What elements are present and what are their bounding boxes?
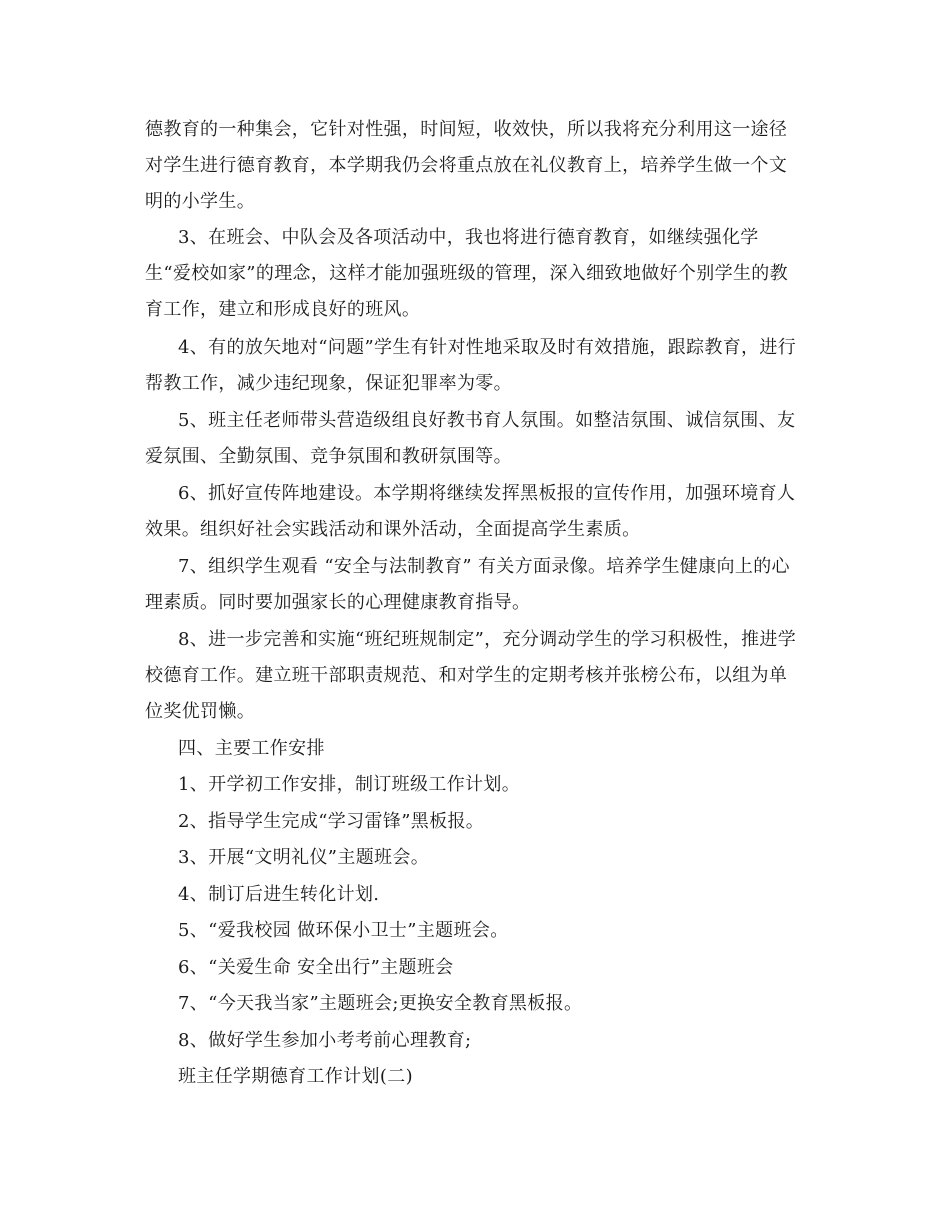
list-item: 6、“关爱生命 安全出行”主题班会 — [178, 957, 454, 978]
text-line: 帮教工作，减少违纪现象，保证犯罪率为零。 — [145, 373, 512, 394]
list-item: 8、做好学生参加小考考前心理教育; — [178, 1030, 472, 1051]
list-item: 4、制订后进生转化计划. — [178, 884, 380, 905]
list-item: 5、“爱我校园 做环保小卫士”主题班会。 — [178, 920, 509, 941]
list-item: 1、开学初工作安排，制订班级工作计划。 — [178, 774, 521, 795]
text-line: 生“爱校如家”的理念，这样才能加强班级的管理，深入细致地做好个别学生的教 — [145, 263, 789, 284]
list-item: 3、开展“文明礼仪”主题班会。 — [178, 847, 430, 868]
document-title-next: 班主任学期德育工作计划(二) — [178, 1066, 413, 1087]
text-line: 8、进一步完善和实施“班纪班规制定”，充分调动学生的学习积极性，推进学 — [178, 629, 797, 650]
list-item: 2、指导学生完成“学习雷锋”黑板报。 — [178, 811, 485, 832]
text-line: 3、在班会、中队会及各项活动中，我也将进行德育教育，如继续强化学 — [178, 227, 759, 248]
text-line: 校德育工作。建立班干部职责规范、和对学生的定期考核并张榜公布，以组为单 — [145, 665, 788, 686]
text-line: 爱氛围、全勤氛围、竞争氛围和教研氛围等。 — [145, 446, 512, 467]
text-line: 7、组织学生观看 “安全与法制教育” 有关方面录像。培养学生健康向上的心 — [178, 556, 790, 577]
text-line: 理素质。同时要加强家长的心理健康教育指导。 — [145, 592, 531, 613]
text-line: 效果。组织好社会实践活动和课外活动，全面提高学生素质。 — [145, 519, 641, 540]
text-line: 位奖优罚懒。 — [145, 701, 256, 722]
text-line: 6、抓好宣传阵地建设。本学期将继续发挥黑板报的宣传作用，加强环境育人 — [178, 483, 796, 504]
text-line: 育工作，建立和形成良好的班风。 — [145, 299, 421, 320]
text-line: 德教育的一种集会，它针对性强，时间短，收效快，所以我将充分利用这一途径 — [145, 119, 788, 140]
section-heading: 四、主要工作安排 — [178, 738, 325, 759]
text-line: 明的小学生。 — [145, 191, 256, 212]
text-line: 对学生进行德育教育，本学期我仍会将重点放在礼仪教育上，培养学生做一个文 — [145, 155, 788, 176]
text-line: 4、有的放矢地对“问题”学生有针对性地采取及时有效措施，跟踪教育，进行 — [178, 337, 797, 358]
text-line: 5、班主任老师带头营造级组良好教书育人氛围。如整洁氛围、诚信氛围、友 — [178, 410, 796, 431]
list-item: 7、“今天我当家”主题班会;更换安全教育黑板报。 — [178, 993, 583, 1014]
